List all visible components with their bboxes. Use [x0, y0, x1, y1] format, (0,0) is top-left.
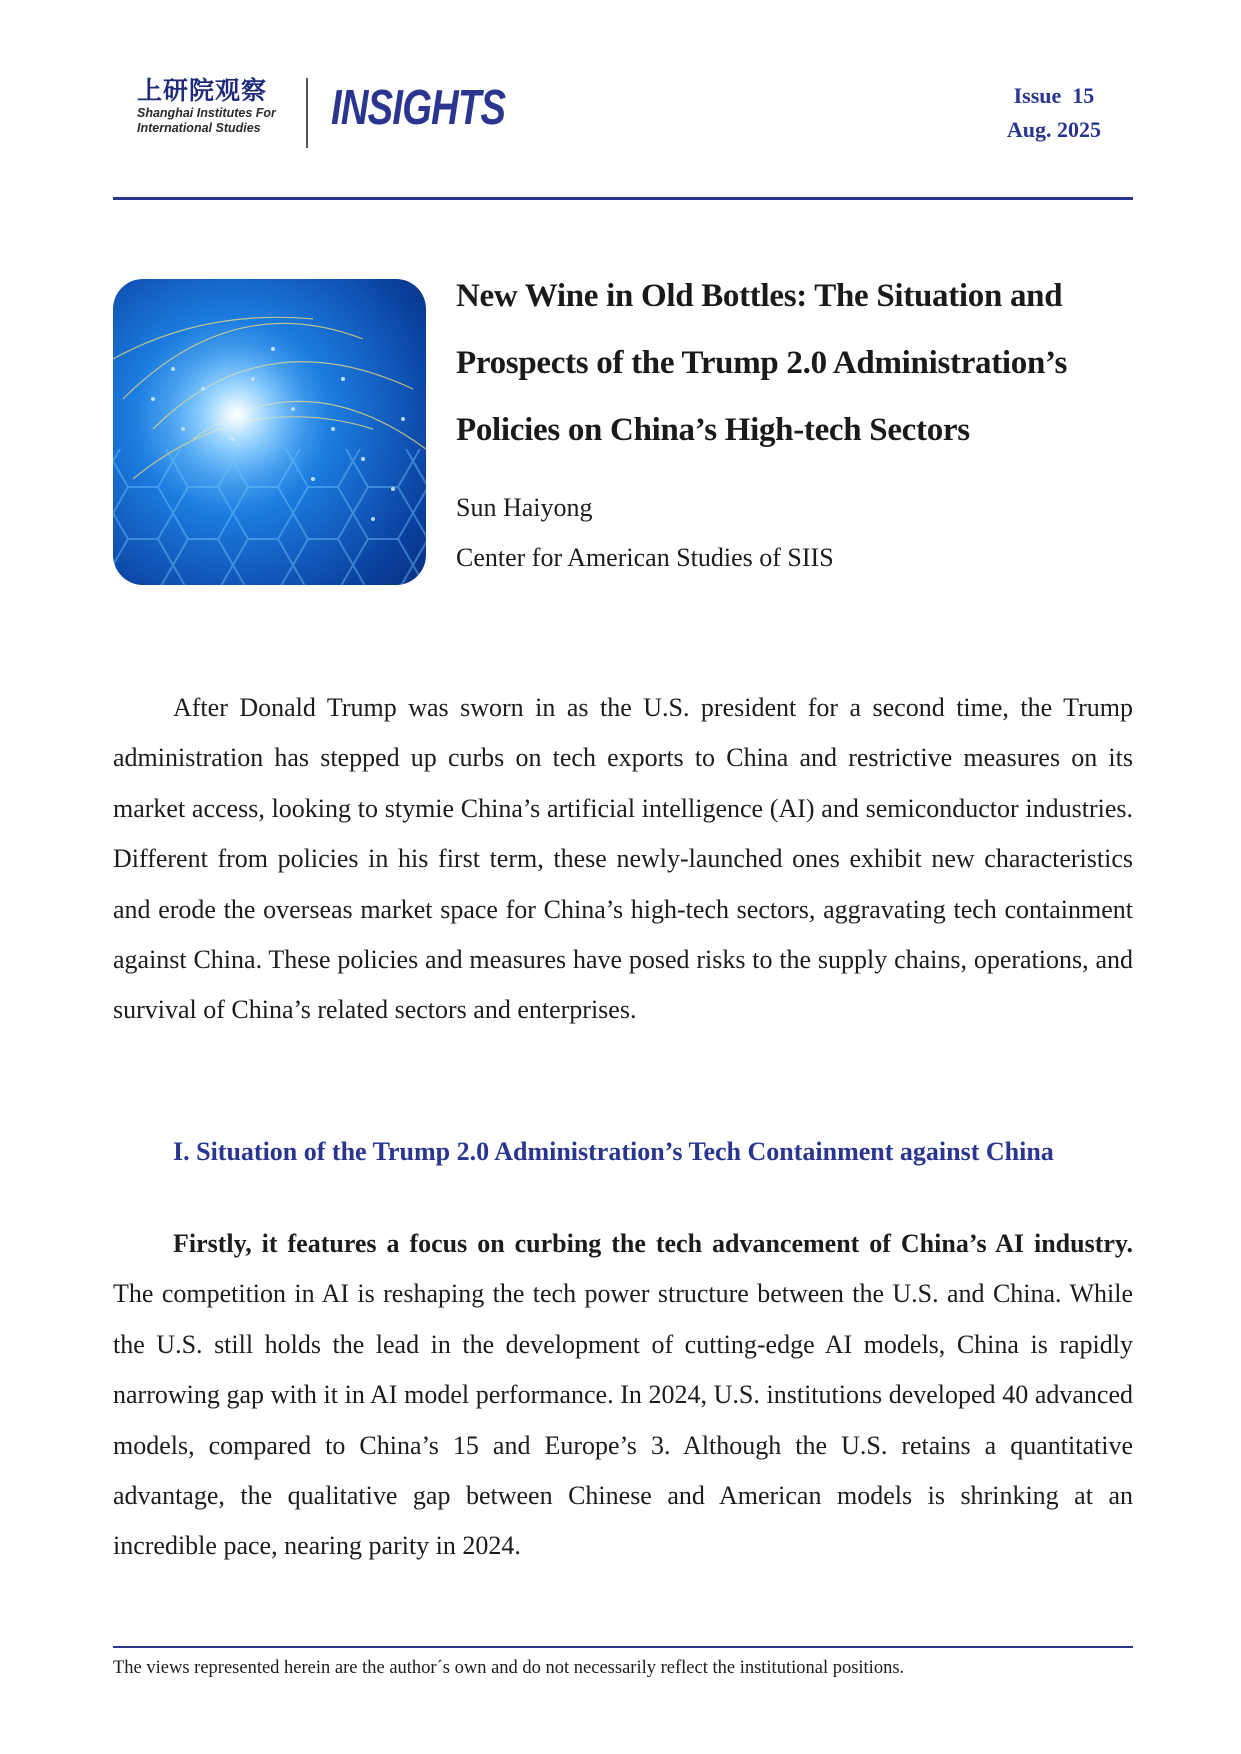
logo-english-line-1: Shanghai Institutes For — [137, 106, 276, 120]
siis-logo — [137, 76, 276, 136]
intro-paragraph — [113, 683, 1133, 1036]
author-block — [456, 483, 834, 583]
masthead — [113, 76, 1133, 156]
logo-chinese-name: 上研院观察 — [137, 76, 268, 105]
logo-divider — [306, 78, 308, 148]
body-paragraph — [113, 1219, 1133, 1572]
header-rule — [113, 197, 1133, 200]
issue-number: Issue 15 — [1013, 83, 1095, 108]
section-heading-text: I. Situation of the Trump 2.0 Administration’s Tech Containment against China — [173, 1137, 1054, 1166]
intro-text: After Donald Trump was sworn in as the U.S. president for a second time, the Trump administration has stepped up curbs on tech exports to China and restrictive measures on its market access, looking to stymie China’s artificial intelligence (AI) and semiconductor industries. Different from policies in his first term, these newly-launched ones exhibit new characteristics and erode the overseas market space for China’s high-tech sectors, aggravating tech containment against China. These policies and measures have posed risks to the supply chains, operations, and survival of China’s related sectors and enterprises. — [113, 693, 1133, 1025]
section-heading — [113, 1131, 1133, 1173]
issue-date: Aug. 2025 — [1006, 117, 1101, 142]
network-illustration — [113, 279, 426, 585]
paragraph-lead-sentence: Firstly, it features a focus on curbing the tech advancement of China’s AI industry. — [173, 1229, 1133, 1258]
author-name: Sun Haiyong — [456, 493, 593, 522]
globe-network-image — [113, 279, 426, 585]
logo-english-line-2: International Studies — [137, 121, 261, 135]
article-title: New Wine in Old Bottles: The Situation and Prospects of the Trump 2.0 Administration’s Policies on China’s High-tech Sectors — [456, 278, 1068, 448]
disclaimer: The views represented herein are the author´s own and do not necessarily reflect the institutional positions. — [113, 1658, 905, 1678]
series-title: INSIGHTS — [331, 81, 506, 135]
footer-rule — [113, 1646, 1133, 1648]
author-affiliation: Center for American Studies of SIIS — [456, 543, 834, 572]
issue-info — [1007, 79, 1101, 147]
paragraph-body-text: The competition in AI is reshaping the tech power structure between the U.S. and China. While the U.S. still holds the lead in the development of cutting-edge AI models, China is rapidly narrowing gap with it in AI model performance. In 2024, U.S. institutions developed 40 advanced models, compared to China’s 15 and Europe’s 3. Although the U.S. retains a quantitative advantage, the qualitative gap between Chinese and American models is shrinking at an incredible pace, nearing parity in 2024. — [113, 1279, 1133, 1561]
